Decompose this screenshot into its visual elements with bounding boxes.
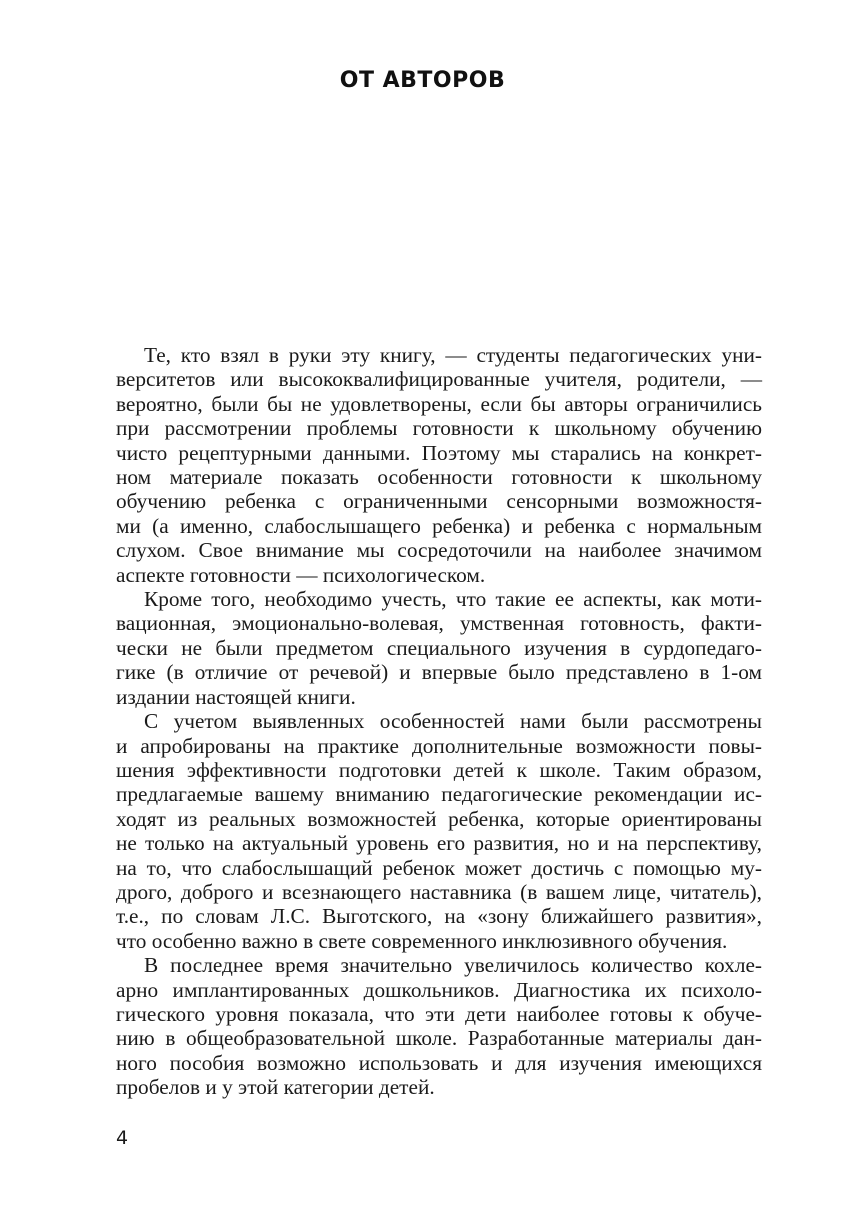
text-line: ми (а именно, слабослышащего ребенка) и ребенка с нормальным bbox=[116, 513, 762, 538]
text-line: обучению ребенка с ограниченными сенсорными возможностя- bbox=[116, 489, 762, 514]
text-line: не только на актуальный уровень его развития, но и на перспективу, bbox=[116, 831, 762, 856]
text-line: верситетов или высококвалифицированные учителя, родители, — bbox=[116, 367, 762, 392]
text-line: вероятно, были бы не удовлетворены, если бы авторы ограничились bbox=[116, 391, 762, 416]
text-line: на то, что слабослышащий ребенок может достичь с помощью му- bbox=[116, 855, 762, 880]
page-title: ОТ АВТОРОВ bbox=[339, 67, 506, 93]
text-line: арно имплантированных дошкольников. Диагностика их психоло- bbox=[116, 977, 762, 1002]
text-line: ном материале показать особенности готовности к школьному bbox=[116, 465, 762, 490]
text-line: слухом. Свое внимание мы сосредоточили на наиболее значимом bbox=[116, 538, 762, 563]
paragraph bbox=[116, 709, 762, 953]
paragraph bbox=[116, 587, 762, 709]
text-line: издании настоящей книги. bbox=[116, 684, 356, 709]
paragraph bbox=[116, 953, 762, 1099]
text-line: Те, кто взял в руки эту книгу, — студенты педагогических уни- bbox=[144, 343, 762, 367]
text-line: ного пособия возможно использовать и для изучения имеющихся bbox=[116, 1050, 762, 1075]
text-line: С учетом выявленных особенностей нами были рассмотрены bbox=[144, 709, 762, 734]
text-line: шения эффективности подготовки детей к школе. Таким образом, bbox=[116, 757, 762, 782]
paragraph bbox=[116, 343, 762, 587]
text-line: что особенно важно в свете современного инклюзивного обучения. bbox=[116, 928, 728, 953]
text-line: гического уровня показала, что эти дети наиболее готовы к обуче- bbox=[116, 1001, 762, 1026]
text-line: нию в общеобразовательной школе. Разработанные материалы дан- bbox=[116, 1026, 762, 1051]
text-line: чески не были предметом специального изучения в сурдопедаго- bbox=[116, 635, 762, 660]
body-text bbox=[116, 343, 762, 1100]
text-line: и апробированы на практике дополнительные возможности повы- bbox=[116, 733, 762, 758]
page-number: 4 bbox=[116, 1127, 129, 1149]
text-line: предлагаемые вашему вниманию педагогические рекомендации ис- bbox=[116, 782, 762, 807]
text-line: чисто рецептурными данными. Поэтому мы старались на конкрет- bbox=[116, 440, 762, 465]
text-line: пробелов и у этой категории детей. bbox=[116, 1075, 435, 1100]
text-line: гике (в отличие от речевой) и впервые было представлено в 1-ом bbox=[116, 660, 762, 685]
text-line: при рассмотрении проблемы готовности к школьному обучению bbox=[116, 416, 762, 441]
text-line: аспекте готовности — психологическом. bbox=[116, 562, 486, 587]
text-line: ходят из реальных возможностей ребенка, которые ориентированы bbox=[116, 806, 762, 831]
text-line: т.е., по словам Л.С. Выготского, на «зону ближайшего развития», bbox=[116, 904, 762, 929]
text-line: дрого, доброго и всезнающего наставника (в вашем лице, читатель), bbox=[116, 879, 762, 904]
text-line: В последнее время значительно увеличилось количество кохле- bbox=[144, 953, 762, 978]
text-line: Кроме того, необходимо учесть, что такие ее аспекты, как моти- bbox=[144, 587, 762, 612]
text-line: вационная, эмоционально-волевая, умственная готовность, факти- bbox=[116, 611, 762, 636]
